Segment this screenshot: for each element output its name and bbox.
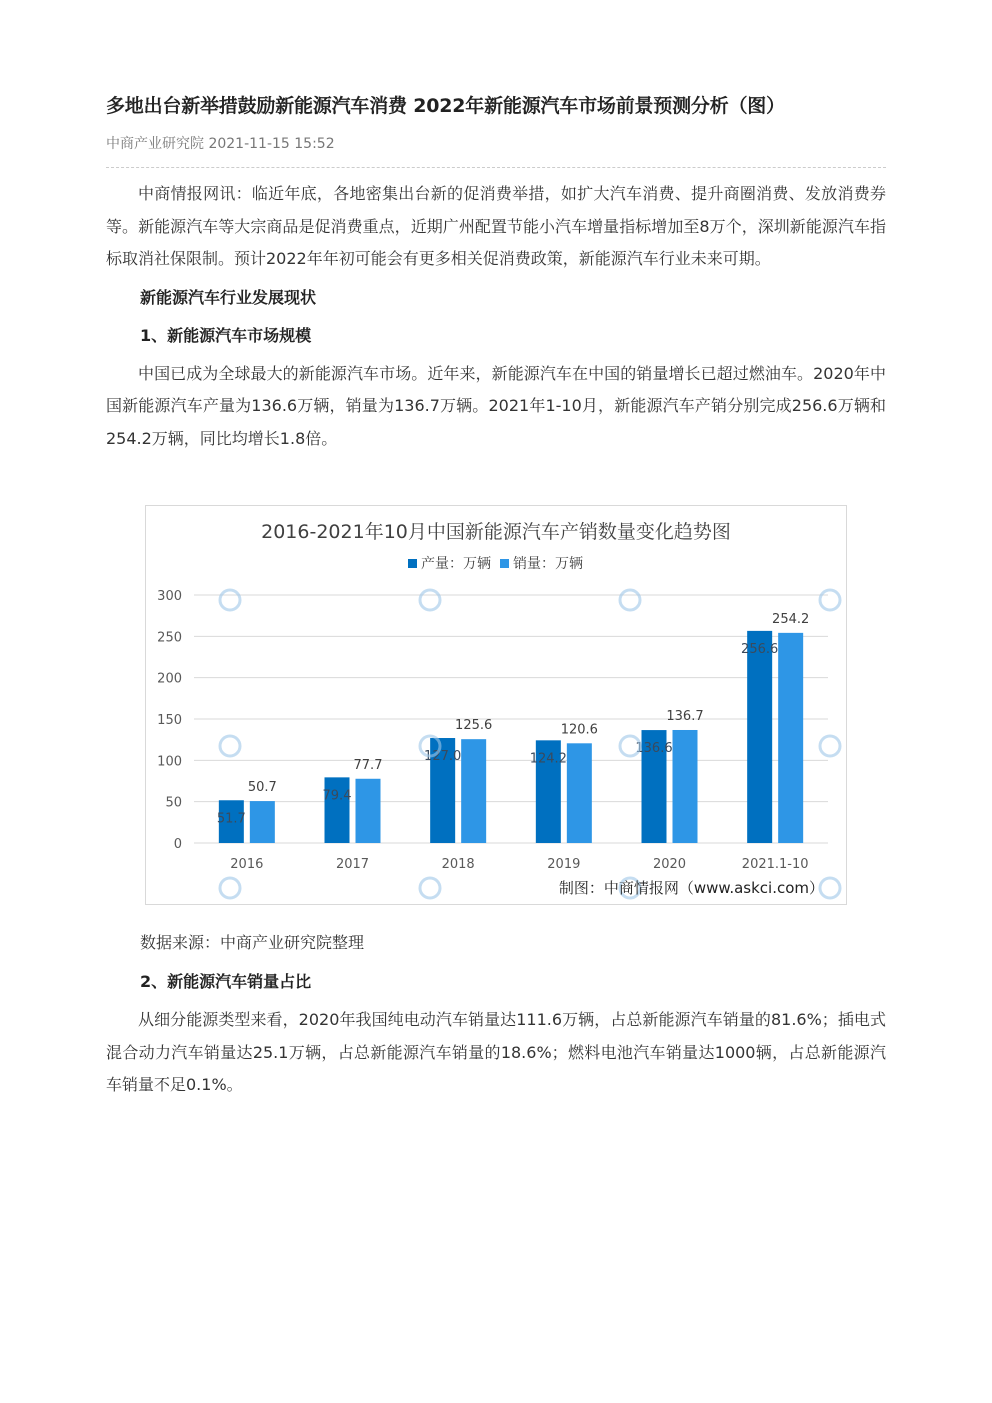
section-heading: 新能源汽车行业发展现状 xyxy=(140,287,317,307)
bar-sales xyxy=(673,730,698,843)
x-tick-label: 2017 xyxy=(335,857,370,872)
legend-swatch-2 xyxy=(500,559,509,568)
bar-sales xyxy=(356,779,381,843)
watermark-logo-icon xyxy=(220,736,240,756)
sub-heading-sales-share: 2、新能源汽车销量占比 xyxy=(140,972,312,991)
bar-production xyxy=(322,777,352,843)
x-tick-label: 2018 xyxy=(441,857,475,872)
bar-sales xyxy=(567,743,592,843)
chart-title: 2016-2021年10月中国新能源汽车产销数量变化趋势图 xyxy=(261,521,731,543)
bar-chart xyxy=(146,506,846,904)
article xyxy=(106,90,886,1094)
divider xyxy=(106,167,886,168)
y-tick-label: 50 xyxy=(165,795,182,811)
x-tick-label: 2019 xyxy=(547,857,581,872)
chart-credit: 制图：中商情报网（www.askci.com） xyxy=(558,879,824,897)
legend-label-1: 产量：万辆 xyxy=(421,556,491,572)
bar-sales xyxy=(461,739,486,843)
watermark-logo-icon xyxy=(420,590,440,610)
legend-label-2: 销量：万辆 xyxy=(513,556,583,572)
data-label: 125.6 xyxy=(455,718,493,734)
watermark-logo-icon xyxy=(620,590,640,610)
data-label: 120.6 xyxy=(560,722,598,738)
y-tick-label: 100 xyxy=(157,754,182,770)
paragraph-market-size: 中国已成为全球最大的新能源汽车市场。近年来，新能源汽车在中国的销量增长已超过燃油车。2020年中国新能源汽车产量为136.6万辆，销量为136.7万辆。2021年1-10月，新能源汽车产销分别完成256.6万辆和254.2万辆，同比均增长1.8倍。 xyxy=(106,363,886,448)
watermark-logo-icon xyxy=(220,878,240,898)
bar-sales xyxy=(250,801,275,843)
data-label: 256.6 xyxy=(741,641,779,657)
chart-container xyxy=(145,505,847,905)
legend-swatch-1 xyxy=(408,559,417,568)
article-meta xyxy=(106,134,886,154)
data-label: 254.2 xyxy=(772,611,810,627)
data-label: 136.6 xyxy=(635,741,673,757)
data-label: 127.0 xyxy=(424,749,462,765)
watermark-logo-icon xyxy=(420,878,440,898)
chart-source-note: 数据来源：中商产业研究院整理 xyxy=(140,933,365,952)
y-tick-label: 200 xyxy=(157,671,182,687)
watermark-logo-icon xyxy=(820,736,840,756)
data-label: 136.7 xyxy=(666,708,704,724)
watermark-logo-icon xyxy=(820,590,840,610)
y-tick-label: 300 xyxy=(157,589,182,604)
data-label: 50.7 xyxy=(247,780,277,796)
x-tick-label: 2016 xyxy=(230,857,264,872)
sub-heading-market-size: 1、新能源汽车市场规模 xyxy=(140,325,312,345)
x-tick-label: 2021.1-10 xyxy=(741,857,809,872)
data-label: 77.7 xyxy=(353,757,383,773)
watermark-logo-icon xyxy=(220,590,240,610)
article-datetime: 2021-11-15 15:52 xyxy=(208,136,335,152)
data-label: 51.7 xyxy=(216,811,246,827)
y-tick-label: 0 xyxy=(173,837,182,852)
article-source: 中商产业研究院 xyxy=(106,136,204,152)
section-sales-share xyxy=(106,966,886,1102)
paragraph-sales-share: 从细分能源类型来看，2020年我国纯电动汽车销量达111.6万辆，占总新能源汽车销量的81.6%；插电式混合动力汽车销量达25.1万辆，占总新能源汽车销量的18.6%；燃料电池汽车销量达1000辆，占总新能源汽车销量不足0.1%。 xyxy=(106,1010,886,1094)
bar-sales xyxy=(778,633,803,843)
paragraph-intro: 中商情报网讯：临近年底，各地密集出台新的促消费举措，如扩大汽车消费、提升商圈消费、发放消费券等。新能源汽车等大宗商品是促消费重点，近期广州配置节能小汽车增量指标增加至8万个，深圳新能源汽车指标取消社保限制。预计2022年年初可能会有更多相关促消费政策，新能源汽车行业未来可期。 xyxy=(106,184,886,268)
bar-production xyxy=(747,631,772,843)
data-label: 124.2 xyxy=(529,751,567,767)
data-label: 79.4 xyxy=(322,788,352,804)
y-tick-label: 250 xyxy=(157,630,182,646)
article-title: 多地出台新举措鼓励新能源汽车消费 2022年新能源汽车市场前景预测分析（图） xyxy=(106,95,785,117)
y-tick-label: 150 xyxy=(157,713,182,728)
x-tick-label: 2020 xyxy=(652,857,687,872)
